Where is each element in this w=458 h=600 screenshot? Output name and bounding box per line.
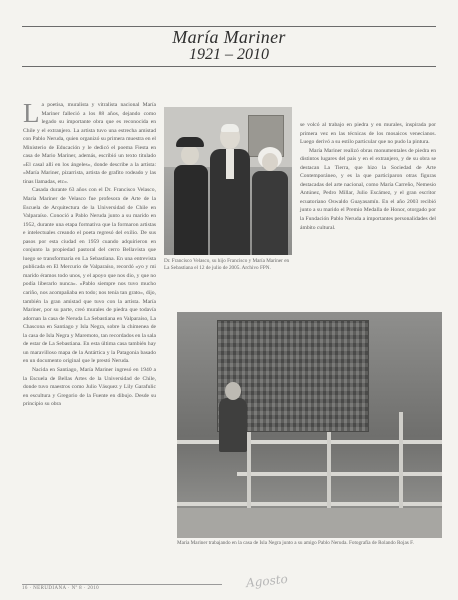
article-paragraph: Nacida en Santiago, María Mariner ingresó en 1940 a la Escuela de Bellas Artes de la Universidad de Chile, donde tuvo maestros como Julio Vásquez y Lily Garafulic en escultura y Gregorio de la Fuente en dibujo. Desde su principio su obra xyxy=(23,366,156,408)
figure-man-hat xyxy=(174,137,208,255)
article-paragraph: se volcó al trabajo en piedra y en murales, inspirada por primera vez en las técnicas de los mosaicos venecianos. Luego derivó a su estilo particular que no pudo la pintura. xyxy=(300,122,436,146)
figure-woman xyxy=(252,147,288,255)
figure-artist xyxy=(217,382,249,452)
photo-mariner-working xyxy=(177,312,442,538)
article-paragraph: María Mariner realizó obras monumentales de piedra en distintos lugares del país y en el extranjero, y de su obra se destacan La Tierra, que hizo la Sociedad de Arte Contemporáneo, y es la que participaron otras figuras destacadas del arte nacional, como María Carreño, Nemesio Antúnez, Pedro Millar, Julio Escámez, y el gran escritor ecuatoriano Oswaldo Guayasamín. En el año 2003 recibió junto a su marido el Premio Medalla de Honor, otorgado por la Fundación Pablo Neruda a importantes personalidades del ámbito cultural. xyxy=(300,147,436,231)
photo-mariner-velasco xyxy=(164,107,292,255)
photo2-caption: María Mariner trabajando en la casa de Isla Negra junto a su amigo Pablo Neruda. Fotografía de Rolando Rojas F. xyxy=(177,540,414,546)
article-paragraph: La poetisa, muralista y vitralista nacional María Mariner falleció a los 88 años, dejando como legado su importante obra que es reconocida en Chile y el extranjero. La artista tuvo una estrecha amistad con Pablo Neruda, quien organizó su primera muestra en el Ministerio de Educación y le dedicó el poema Fiesta en casa de Mario Mariner, además, escribió un texto titulado «El casal allí en los ángeles», donde describe a la artista: «María Mariner, pizarrista, artista de grafito rodeado y las tinas llamadas, etc». xyxy=(23,98,156,185)
handwritten-note: Agosto xyxy=(245,571,289,591)
header-rule-bottom xyxy=(22,66,436,67)
figure-man-center xyxy=(210,125,250,255)
page-years: 1921 – 2010 xyxy=(189,46,269,63)
photo1-caption: Dr. Francisco Velasco, su hijo Francisco y María Mariner en La Sebastiana el 12 de julio de 2005. Archivo FPN. xyxy=(164,258,290,272)
page-title: María Mariner xyxy=(172,27,286,47)
article-right-column xyxy=(300,121,436,232)
article-paragraph: Casada durante 63 años con el Dr. Francisco Velasco, María Mariner de Velasco fue profesora de Arte de la Escuela de Arquitectura de la Universidad de Chile en Valparaíso. Conoció a Pablo Neruda junto a su marido en 1952, durante una etapa formativa que la formaron artistas e intelectuales creando el poeta regresó del exilio. De sus pasos por esta ciudad en 1959 cuando adquirieron en conjunto la propiedad pastoral del cerro Bellavista que luego se transformaría en La Sebastiana. En una entrevista publicada en El Mercurio de Valparaíso, recordó «yo y mi marido éramos todo unos, y el apoyo que nos dio, y que no podía liberarlo nunca». «Pablo siempre nos tuvo mucho cariño, nos acompañaba en todo; nos tenía tan grato», dijo, también la gran amistad que tuvo con la artista. María Mariner, por su parte, creó murales de piedra que todavía adornan la casa de Neruda La Sebastiana en Valparaíso, La Chascona en Santiago y Isla Negra, sobre la chimenea de la casa de Isla Negra y Maremoto, tan recordados en la sala de estar de La Sebastiana. En esta última casa también hay un maravilloso mapa de la Antártica y la Patagonia basado en un documento original que le prestó Neruda. xyxy=(23,187,156,365)
footer-rule xyxy=(22,584,222,585)
footer-page-ref: 16 · NERUDIANA · Nº 8 · 2010 xyxy=(22,586,100,591)
drop-cap: L xyxy=(23,98,40,128)
article-left-column xyxy=(23,98,156,409)
